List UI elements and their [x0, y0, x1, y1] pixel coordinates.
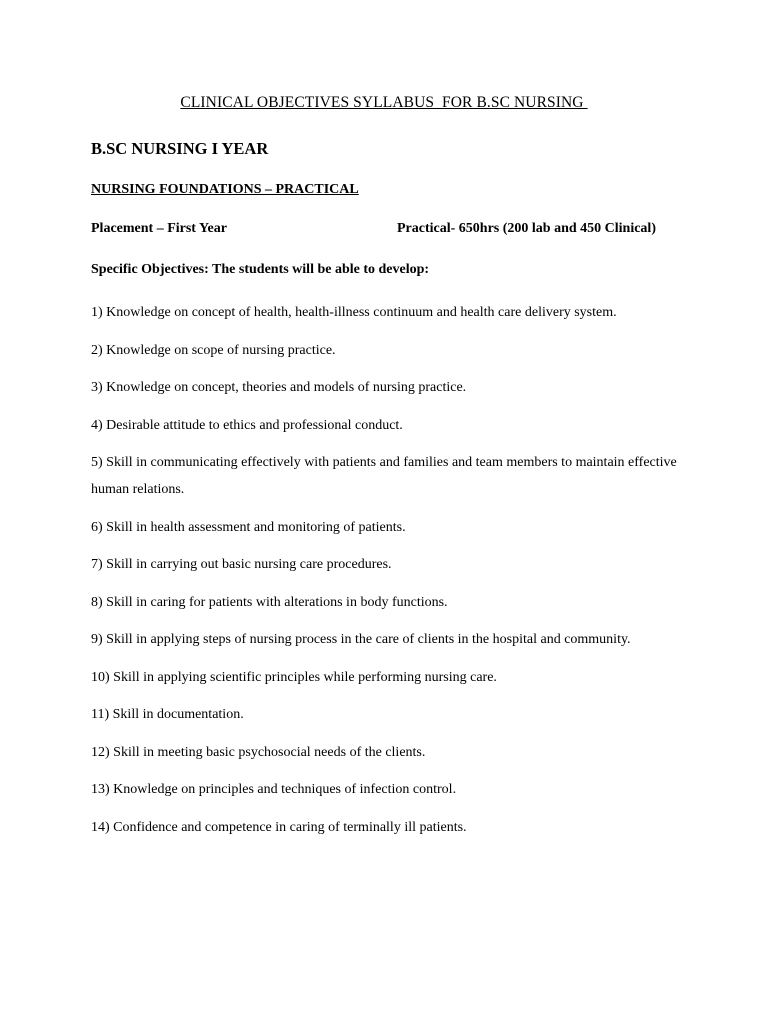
- objective-item: 7) Skill in carrying out basic nursing care procedures.: [91, 557, 392, 572]
- practical-hours-text: Practical- 650hrs (200 lab and 450 Clinical): [397, 221, 656, 236]
- objective-item: 10) Skill in applying scientific principles while performing nursing care.: [91, 669, 497, 685]
- objective-item: 12) Skill in meeting basic psychosocial needs of the clients.: [91, 744, 426, 760]
- objective-item: 3) Knowledge on concept, theories and models of nursing practice.: [91, 380, 467, 395]
- objective-item: 5) Skill in communicating effectively with patients and families and team members to maintain effective human relations.: [91, 455, 677, 497]
- objective-item: 4) Desirable attitude to ethics and professional conduct.: [91, 417, 403, 433]
- objective-item: 14) Confidence and competence in caring of terminally ill patients.: [91, 819, 467, 835]
- objectives-heading: Specific Objectives: The students will be able to develop:: [91, 262, 430, 277]
- objective-item: 6) Skill in health assessment and monitoring of patients.: [91, 519, 406, 535]
- year-heading: B.SC NURSING I YEAR: [91, 139, 269, 158]
- section-heading: NURSING FOUNDATIONS – PRACTICAL: [91, 182, 359, 197]
- objective-item: 13) Knowledge on principles and techniques of infection control.: [91, 782, 457, 797]
- objective-item: 1) Knowledge on concept of health, health-illness continuum and health care delivery system.: [91, 305, 617, 320]
- objective-item: 8) Skill in caring for patients with alterations in body functions.: [91, 594, 448, 610]
- objective-item: 2) Knowledge on scope of nursing practice.: [91, 342, 336, 358]
- document-title: CLINICAL OBJECTIVES SYLLABUS FOR B.SC NURSING: [180, 94, 588, 111]
- objectives-list: [91, 299, 691, 851]
- objective-item: 9) Skill in applying steps of nursing process in the care of clients in the hospital and community.: [91, 632, 631, 647]
- objective-item: 11) Skill in documentation.: [91, 707, 244, 722]
- placement-text: Placement – First Year: [91, 221, 227, 236]
